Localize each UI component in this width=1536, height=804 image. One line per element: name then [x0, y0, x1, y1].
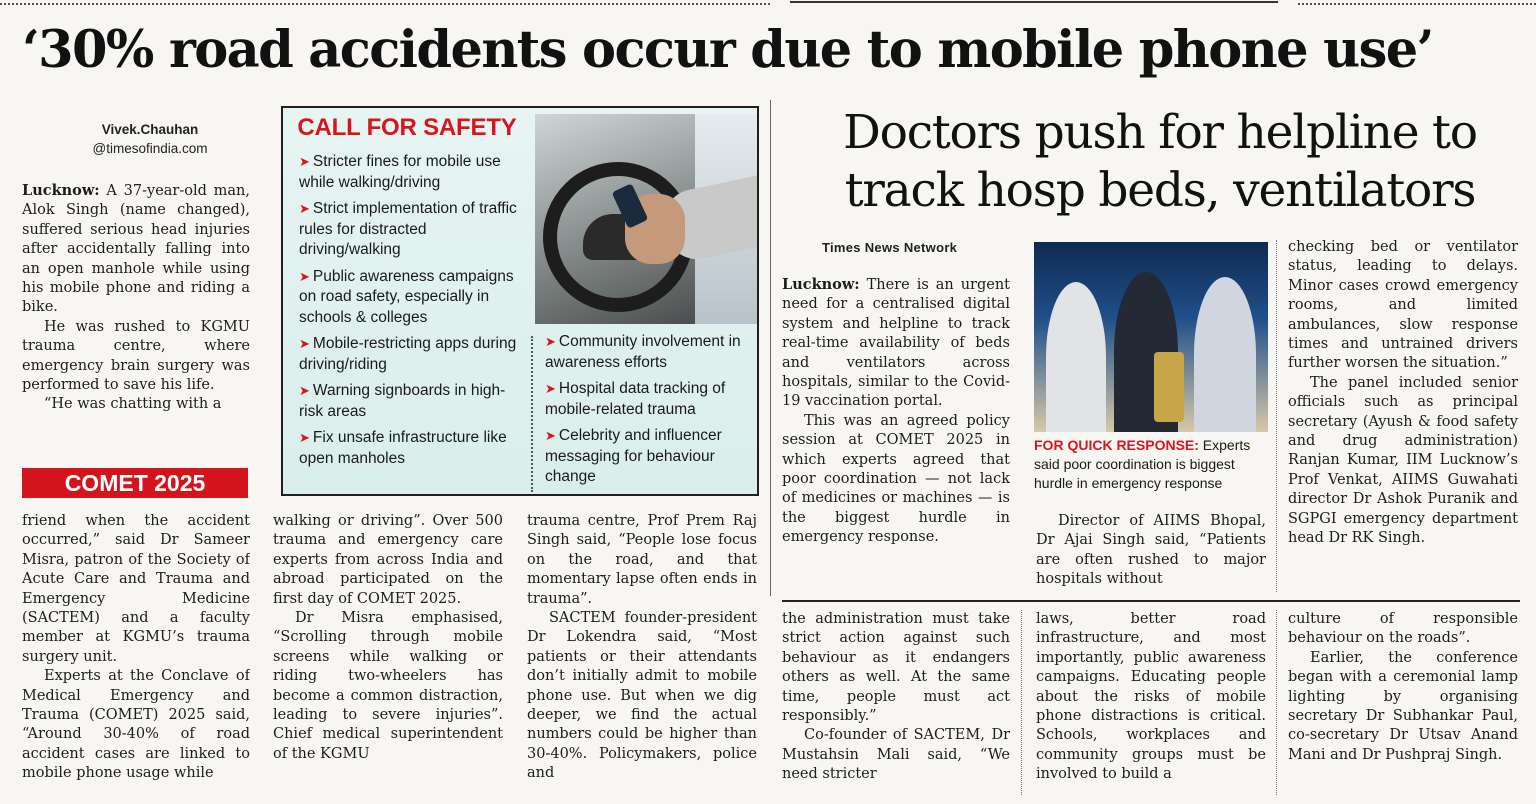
photo-caption: [1034, 436, 1270, 493]
main-headline: ‘30% road accidents occur due to mobile phone use’: [22, 20, 1433, 80]
column-gutter: [1021, 610, 1022, 795]
paragraph: “He was chatting with a: [44, 396, 222, 413]
paragraph: SACTEM founder-president Dr Lokendra said, “Most patients or their attendants don’t initially admit to mobile phone use. But when we dig deeper, we find the actual numbers could be higher than 30-40%. Policymakers, police and: [527, 610, 757, 782]
story2-col3: [1288, 238, 1518, 593]
story2-col1: [782, 275, 1010, 593]
paragraph: friend when the accident occurred,” said Dr Sameer Misra, patron of the Society of Acute Care and Trauma and Emergency Medicine (SACTEM) and a faculty member at KGMU’s trauma surgery unit.: [22, 513, 250, 665]
paragraph: Co-founder of SACTEM, Dr Mustahsin Mali said, “We need stricter: [782, 727, 1010, 783]
paragraph: laws, better road infrastructure, and most importantly, public awareness campaigns. Educating people about the risks of mobile phone distractions is critical. Schools, workplaces and community groups must be involved to build a: [1036, 611, 1266, 783]
story2-bottom-rule: [782, 600, 1520, 602]
arrow-icon: ➤: [299, 268, 310, 284]
safety-item: ➤ Stricter fines for mobile use while walking/driving: [299, 153, 501, 191]
driver-phone-photo: [535, 114, 757, 324]
story1-col2: [273, 512, 503, 792]
story1-col1-top: [22, 181, 250, 456]
dateline: Lucknow:: [22, 182, 100, 199]
second-headline: Doctors push for helpline to track hosp beds, ventilators: [843, 105, 1477, 218]
arrow-icon: ➤: [545, 428, 556, 443]
story1-col5: [1036, 610, 1266, 790]
safety-title: CALL FOR SAFETY: [297, 114, 517, 141]
paragraph: walking or driving”. Over 500 trauma and emergency care experts from across India and abroad participated on the first day of COMET 2025.: [273, 513, 503, 607]
arrow-icon: ➤: [299, 201, 310, 216]
story1-col3: [527, 512, 757, 792]
paragraph: Earlier, the conference began with a ceremonial lamp lighting by organising secretary Dr Subhankar Paul, co-secretary Dr Utsav Anand Mani and Dr Pushpraj Singh.: [1288, 649, 1518, 763]
byline-handle: @timesofindia.com: [92, 141, 208, 156]
top-dotted-rule: [0, 3, 770, 5]
story2-col2: [1036, 512, 1266, 592]
arrow-icon: ➤: [545, 381, 556, 396]
paragraph: Experts at the Conclave of Medical Emergency and Trauma (COMET) 2025 said, “Around 30-40% of road accident cases are linked to mobile phone usage while: [22, 668, 250, 782]
top-dotted-rule-right: [1298, 3, 1536, 5]
arrow-icon: ➤: [299, 383, 310, 398]
paragraph: checking bed or ventilator status, leading to delays. Minor cases crowd emergency rooms, and limited ambulances, slow response times and untrained drivers further worsen the situation.”: [1288, 239, 1518, 372]
story1-col1-bottom: [22, 512, 250, 792]
lamp-lighting-photo: [1034, 242, 1268, 432]
paragraph: trauma centre, Prof Prem Raj Singh said, “People lose focus on the road, and that momentary lapse often ends in trauma”.: [527, 513, 757, 607]
safety-item: ➤ Celebrity and influencer messaging for behaviour change: [545, 427, 722, 485]
paragraph: Dr Misra emphasised, “Scrolling through mobile screens while walking or riding two-wheelers has become a common distraction, leading to severe injuries”. Chief medical superintendent of the KGMU: [273, 610, 503, 762]
news-network-credit: Times News Network: [822, 240, 958, 255]
paragraph: A 37-year-old man, Alok Singh (name changed), suffered serious head injuries after accidentally falling into an open manhole while using his mobile phone and riding a bike.: [22, 183, 250, 316]
safety-item: ➤ Public awareness campaigns on road safety, especially in schools & colleges: [299, 267, 514, 326]
paragraph: There is an urgent need for a centralised digital system and helpline to track real-time availability of beds and ventilators across hospitals, similar to the Covid-19 vaccination portal.: [782, 277, 1010, 410]
safety-item: ➤ Community involvement in awareness efforts: [545, 333, 741, 371]
story1-col4: [782, 610, 1010, 790]
safety-list-right: [545, 332, 759, 494]
arrow-icon: ➤: [299, 154, 310, 169]
safety-item: ➤ Strict implementation of traffic rules for distracted driving/walking: [299, 200, 517, 258]
paragraph: This was an agreed policy session at COMET 2025 in which experts agreed that poor coordination — not lack of medicines or machines — is the biggest hurdle in emergency response.: [782, 412, 1010, 546]
caption-text: Experts said poor coordination is biggest hurdle in emergency response: [1034, 437, 1251, 491]
safety-item: ➤ Hospital data tracking of mobile-related trauma: [545, 380, 726, 418]
arrow-icon: ➤: [299, 336, 310, 351]
byline-name: Vivek.Chauhan: [101, 122, 199, 137]
story-divider: [770, 100, 771, 596]
paragraph: Director of AIIMS Bhopal, Dr Ajai Singh said, “Patients are often rushed to major hospitals without: [1036, 513, 1266, 588]
safety-list-left: [299, 152, 525, 475]
story1-col6: [1288, 610, 1518, 790]
paragraph: the administration must take strict action against such behaviour as it endangers others as well. At the same time, people must act responsibly.”: [782, 611, 1010, 725]
dotted-separator: [531, 336, 533, 492]
safety-item: ➤ Mobile-restricting apps during driving/riding: [299, 335, 517, 373]
arrow-icon: ➤: [545, 334, 556, 349]
byline: [60, 120, 240, 158]
column-gutter: [1276, 240, 1277, 592]
safety-item: ➤ Warning signboards in high-risk areas: [299, 382, 506, 420]
caption-lead: FOR QUICK RESPONSE:: [1034, 437, 1199, 453]
paragraph: The panel included senior officials such as principal secretary (Ayush & food safety and drug administration) Ranjan Kumar, IIM Lucknow’s Prof Venkat, AIIMS Guwahati director Dr Ashok Puranik and SGPGI emergency department head Dr RK Singh.: [1288, 374, 1518, 547]
paragraph: He was rushed to KGMU trauma centre, where emergency brain surgery was performed to save his life.: [22, 318, 250, 394]
paragraph: culture of responsible behaviour on the roads”.: [1288, 611, 1518, 647]
safety-item: ➤ Fix unsafe infrastructure like open manholes: [299, 429, 507, 467]
arrow-icon: ➤: [299, 430, 310, 445]
top-rule: [790, 1, 1278, 3]
column-gutter: [1276, 610, 1277, 795]
comet-label: COMET 2025: [22, 468, 248, 498]
dateline: Lucknow:: [782, 276, 860, 293]
call-for-safety-box: [281, 106, 759, 496]
